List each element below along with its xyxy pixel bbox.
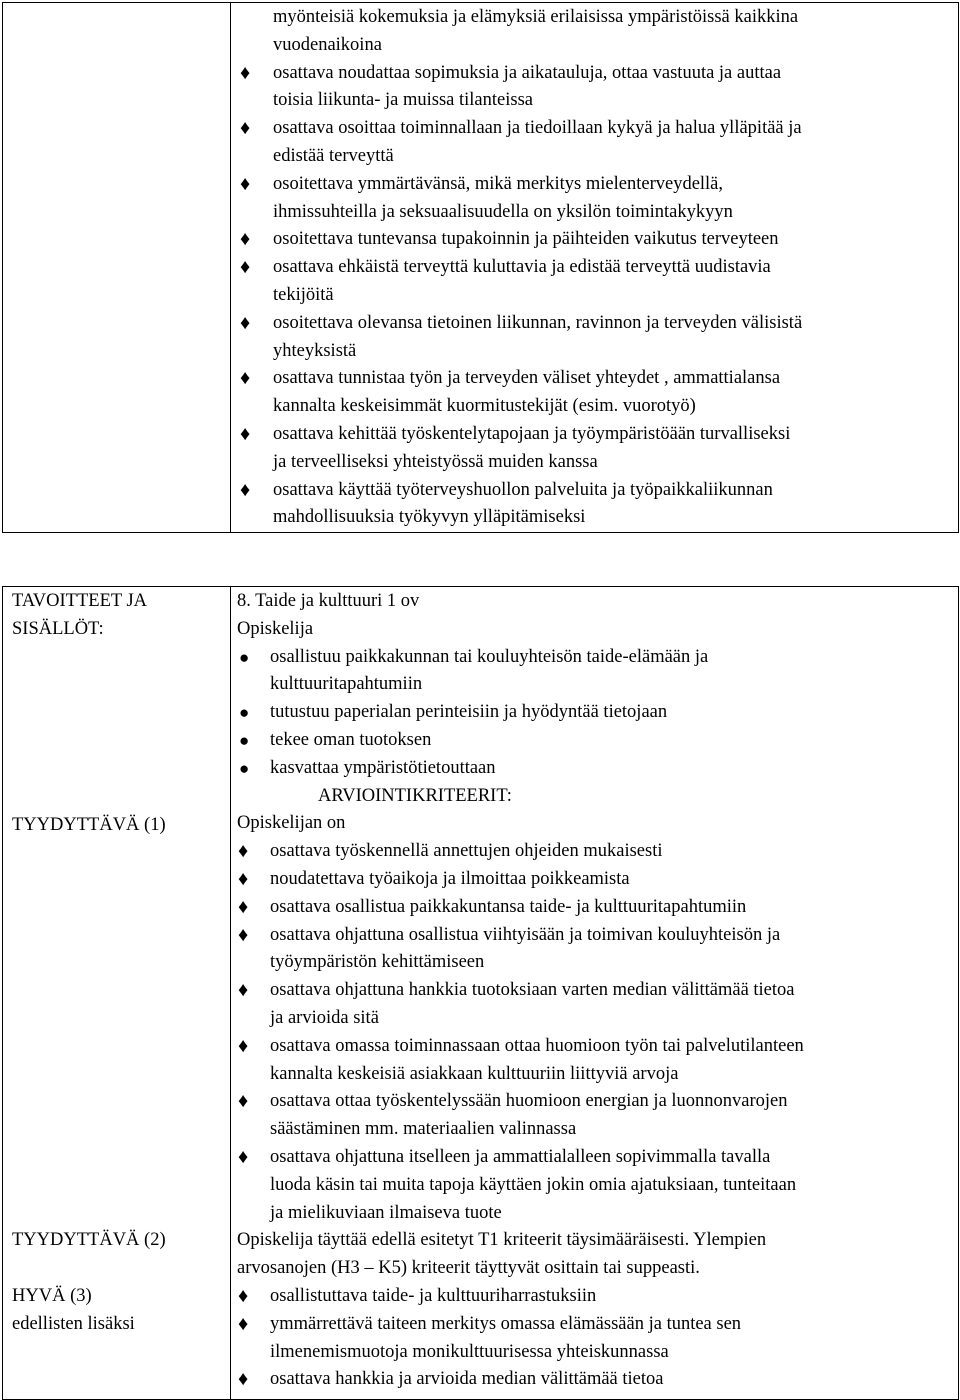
bullet-dot-icon: ●: [239, 730, 250, 750]
bullet-diamond-icon: ♦: [240, 172, 251, 195]
top-bullet-item: [240, 310, 958, 366]
criteria-item-line: ja mielikuviaan ilmaiseva tuote: [270, 1202, 502, 1223]
criteria-item-line: luoda käsin tai muita tapoja käyttäen jokin omia ajatuksiaan, tunteitaan: [270, 1174, 797, 1195]
goal-item-line: tutustuu paperialan perinteisiin ja hyödyntää tietojaan: [270, 702, 668, 723]
top-bullet-item: [240, 254, 958, 310]
top-bullet-item-line: mahdollisuuksia työkyvyn ylläpitämiseksi: [273, 507, 586, 528]
criteria-intro: Opiskelijan on: [237, 813, 346, 834]
top-bullet-item-line: kannalta keskeisimmät kuormitustekijät (esim. vuorotyö): [273, 396, 696, 417]
bullet-diamond-icon: ♦: [238, 840, 249, 863]
bullet-diamond-icon: ♦: [240, 478, 251, 501]
criteria-item: [237, 922, 958, 978]
criteria-item: [237, 894, 958, 922]
bullet-diamond-icon: ♦: [238, 1034, 249, 1057]
course-right-cell: [231, 587, 959, 1400]
top-bullet-item-line: yhteyksistä: [273, 340, 357, 361]
top-bullet-item-line: osattava noudattaa sopimuksia ja aikatauluja, ottaa vastuuta ja auttaa: [273, 62, 782, 83]
course-title: 8. Taide ja kulttuuri 1 ov: [237, 591, 420, 611]
grade3-sub: edellisten lisäksi: [12, 1314, 135, 1334]
grade3-label: HYVÄ (3): [12, 1286, 92, 1306]
intro-line: myönteisiä kokemuksia ja elämyksiä erilaisissa ympäristöissä kaikkina: [273, 7, 799, 27]
top-bullet-item: [240, 421, 958, 477]
criteria-item-line: työympäristön kehittämiseen: [270, 952, 485, 973]
top-bullet-item-line: ja terveelliseksi yhteistyössä muiden kanssa: [273, 451, 598, 472]
top-bullet-item-line: edistää terveyttä: [273, 145, 394, 166]
goal-item-line: osallistuu paikkakunnan tai kouluyhteisön taide-elämään ja: [270, 646, 709, 667]
goal-item: [237, 644, 958, 700]
top-table: [2, 2, 959, 533]
criteria-item-line: osattava työskennellä annettujen ohjeiden mukaisesti: [270, 841, 663, 862]
criteria-item-line: osattava ohjattuna itselleen ja ammattialalleen sopivimmalla tavalla: [270, 1146, 771, 1167]
top-bullet-item-line: osattava kehittää työskentelytapojaan ja työympäristöään turvalliseksi: [273, 423, 791, 444]
course-left-cell: [3, 587, 231, 1400]
goal-item: [237, 727, 958, 755]
h3-item-line: osattava hankkia ja arvioida median välittämää tietoa: [270, 1369, 664, 1390]
bullet-diamond-icon: ♦: [240, 422, 251, 445]
h3-item-line: osallistuttava taide- ja kulttuuriharrastuksiin: [270, 1285, 597, 1306]
h3-item: [237, 1311, 958, 1367]
criteria-item: [237, 866, 958, 894]
criteria-item: [237, 977, 958, 1033]
top-left-cell: [3, 3, 231, 533]
bullet-diamond-icon: ♦: [238, 1090, 249, 1113]
top-bullet-item: [240, 171, 958, 227]
top-bullet-item-line: tekijöitä: [273, 284, 334, 305]
bullet-diamond-icon: ♦: [238, 1284, 249, 1307]
criteria-item: [237, 1088, 958, 1144]
top-bullet-item-line: osattava käyttää työterveyshuollon palveluita ja työpaikkaliikunnan: [273, 479, 773, 500]
bullet-diamond-icon: ♦: [240, 61, 251, 84]
bullet-diamond-icon: ♦: [238, 1368, 249, 1391]
grade2-label: TYYDYTTÄVÄ (2): [12, 1230, 166, 1250]
criteria-item-line: osattava omassa toiminnassaan ottaa huomioon työn tai palvelutilanteen: [270, 1035, 804, 1056]
bullet-diamond-icon: ♦: [238, 895, 249, 918]
bullet-diamond-icon: ♦: [240, 367, 251, 390]
goal-item: [237, 699, 958, 727]
top-bullet-item-line: osoitettava tuntevansa tupakoinnin ja päihteiden vaikutus terveyteen: [273, 229, 779, 250]
bullet-diamond-icon: ♦: [238, 979, 249, 1002]
goal-item-line: kulttuuritapahtumiin: [270, 674, 423, 695]
grade1-label: TYYDYTTÄVÄ (1): [12, 815, 166, 835]
top-bullet-item-line: ihmissuhteilla ja seksuaalisuudella on yksilön toimintakykyyn: [273, 201, 733, 222]
top-bullet-item: [240, 365, 958, 421]
top-bullet-item-line: osattava tunnistaa työn ja terveyden väliset yhteydet , ammattialansa: [273, 368, 781, 389]
criteria-item-line: ja arvioida sitä: [270, 1007, 379, 1028]
bullet-diamond-icon: ♦: [240, 256, 251, 279]
criteria-item-line: noudatettava työaikoja ja ilmoittaa poikkeamista: [270, 868, 630, 889]
h3-item: [237, 1366, 958, 1394]
top-right-cell: [231, 3, 959, 533]
bullet-diamond-icon: ♦: [240, 228, 251, 251]
criteria-item-line: kannalta keskeisiä asiakkaan kulttuuriin liittyviä arvoja: [270, 1063, 679, 1084]
bullet-diamond-icon: ♦: [238, 1145, 249, 1168]
h3-list: [237, 1283, 958, 1394]
bullet-diamond-icon: ♦: [240, 117, 251, 140]
bullet-dot-icon: ●: [239, 703, 250, 723]
top-bullet-item-line: osattava ehkäistä terveyttä kuluttavia ja edistää terveyttä uudistavia: [273, 257, 771, 278]
goals-label: SISÄLLÖT:: [12, 618, 104, 639]
criteria-item-line: osattava ohjattuna osallistua viihtyisään ja toimivan kouluyhteisön ja: [270, 924, 781, 945]
bullet-diamond-icon: ♦: [238, 923, 249, 946]
top-bullet-item-line: toisia liikunta- ja muissa tilanteissa: [273, 90, 533, 111]
goal-item: [237, 755, 958, 783]
top-bullet-item: [240, 60, 958, 116]
top-bullet-item-line: osoitettava ymmärtävänsä, mikä merkitys mielenterveydellä,: [273, 173, 724, 194]
criteria-item-line: osattava osallistua paikkakuntansa taide- ja kulttuuritapahtumiin: [270, 896, 747, 917]
goals-list: [237, 644, 958, 783]
top-bullet-item: [240, 226, 958, 254]
student-label: Opiskelija: [237, 618, 314, 639]
top-bullet-item-line: osattava osoittaa toiminnallaan ja tiedoillaan kykyä ja halua ylläpitää ja: [273, 118, 802, 139]
top-bullet-item: [240, 477, 958, 533]
top-content: [273, 4, 958, 60]
top-bullet-item: [240, 115, 958, 171]
bullet-diamond-icon: ♦: [238, 867, 249, 890]
h3-item-line: ymmärrettävä taiteen merkitys omassa elämässään ja tuntea sen: [270, 1313, 742, 1334]
criteria-item: [237, 1144, 958, 1227]
criteria-list: [237, 838, 958, 1227]
goal-item-line: tekee oman tuotoksen: [270, 729, 432, 750]
goal-item-line: kasvattaa ympäristötietouttaan: [270, 757, 496, 778]
bullet-dot-icon: ●: [239, 758, 250, 778]
criteria-item-line: osattava ottaa työskentelyssään huomioon energian ja luonnonvarojen: [270, 1091, 788, 1112]
intro-line: vuodenaikoina: [273, 34, 382, 55]
criteria-item: [237, 838, 958, 866]
bullet-diamond-icon: ♦: [240, 311, 251, 334]
t2-text: arvosanojen (H3 – K5) kriteerit täyttyvät osittain tai suppeasti.: [237, 1258, 700, 1279]
goals-label: TAVOITTEET JA: [12, 591, 148, 611]
h3-item: [237, 1283, 958, 1311]
course-table: [2, 586, 959, 1400]
bullet-dot-icon: ●: [239, 647, 250, 667]
h3-item-line: ilmenemismuotoja monikulttuurisessa yhteiskunnassa: [270, 1341, 669, 1362]
t2-text: Opiskelija täyttää edellä esitetyt T1 kriteerit täysimääräisesti. Ylempien: [237, 1230, 767, 1251]
criteria-heading: ARVIOINTIKRITEERIT:: [318, 785, 512, 806]
criteria-item: [237, 1033, 958, 1089]
top-bullet-list: [240, 60, 958, 533]
criteria-item-line: osattava ohjattuna hankkia tuotoksiaan varten median välittämää tietoa: [270, 980, 795, 1001]
criteria-item-line: säästäminen mm. materiaalien valinnassa: [270, 1119, 577, 1140]
bullet-diamond-icon: ♦: [238, 1312, 249, 1335]
top-bullet-item-line: osoitettava olevansa tietoinen liikunnan, ravinnon ja terveyden välisistä: [273, 312, 803, 333]
